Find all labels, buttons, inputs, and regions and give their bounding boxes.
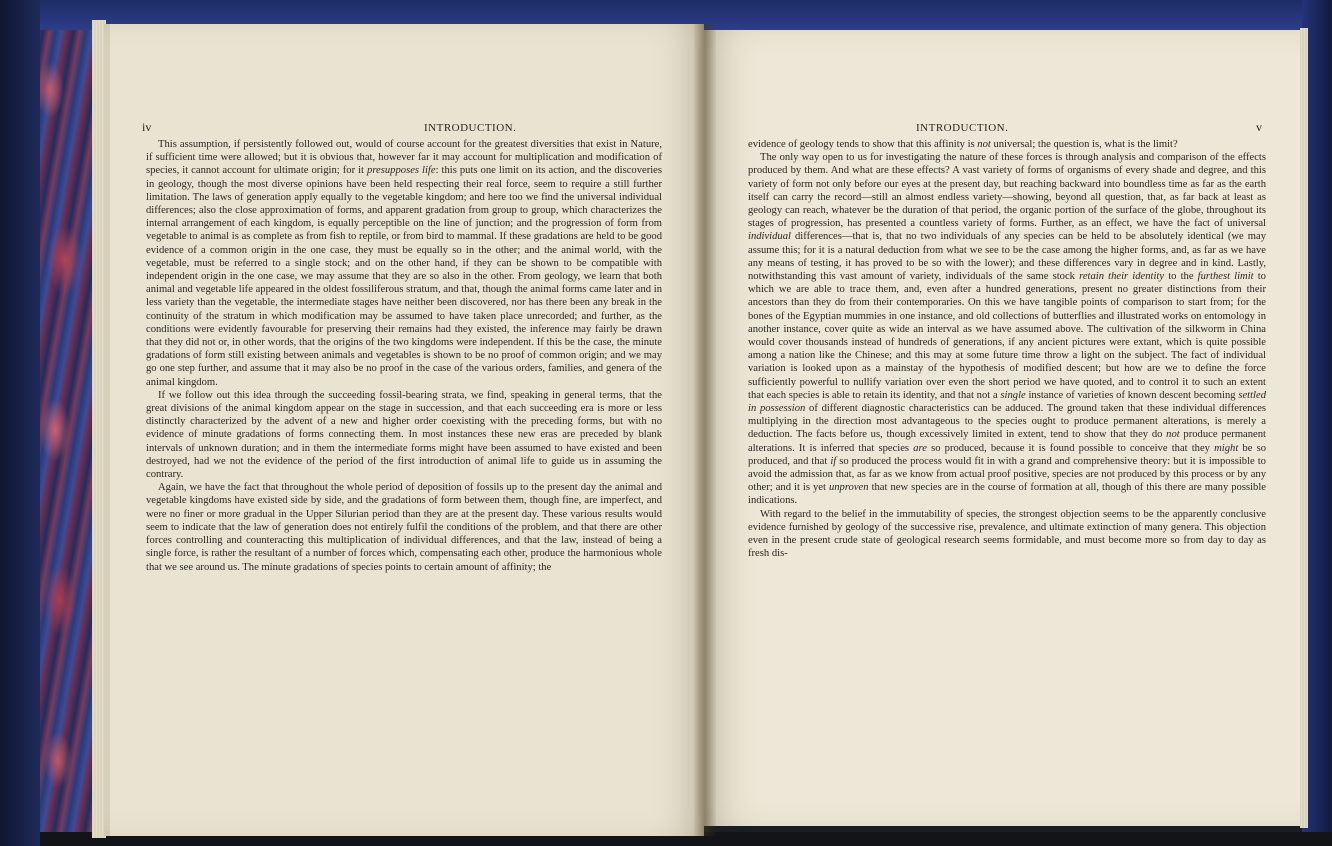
text-run: so produced, because it is found possible to conceive that they xyxy=(926,442,1215,454)
italic-text: retain their identity xyxy=(1079,271,1165,283)
text-run: evidence of geology tends to show that this affinity is xyxy=(748,139,978,150)
text-run: to which we are able to trace them, and, even after a hundred generations, present no greater distinctions from their ancestors than they do from their contemporaries. On this we have tangible points of comparison to start from; for the bones of the Egyptian mummies in one instance, and old collections of butterflies and illustrated works on entomology in another instance, cover quite as wide an interval as we have assumed above. The cultivation of the silkworm in China would cover thousands instead of hundreds of generations, if any ancient pictures were extant, which is quite possible among a nation like the Chinese; and this may at some future time throw a light on the subject. The fact of individual variation is looked upon as a mainstay of the hypothesis of modified descent; but how are we to define the force sufficiently powerful to nullify variation over even the short period we have quoted, and to control it to such an extent that each species is able to retain its identity, and that not a xyxy=(748,271,1266,401)
text-run: produce permanent alterations. It is inferred that species xyxy=(748,429,1266,454)
paragraph xyxy=(146,138,662,389)
right-page-body xyxy=(748,138,1266,561)
italic-text: might xyxy=(1214,442,1239,454)
italic-text: presupposes life xyxy=(367,165,436,177)
italic-text: not xyxy=(1166,429,1180,441)
italic-text: if xyxy=(830,455,837,467)
italic-text: single xyxy=(1000,389,1026,401)
text-run: : this puts one limit on its action, and the discoveries in geology, though the most diverse opinions have been held respecting their real force, seem to require a still further limitation. The laws of generation apply equally to the vegetable kingdom; and here too we find the universal individual differences; also the close approximation of forms, and apparent gradation from group to group, which characterizes the internal arrangement of each kingdom, is equally perceptible on the line of junction; and the progression of form from vegetable to animal is as complete as from fish to reptile, or from bird to mammal. If these gradations are held to be good evidence of a common origin in the one case, they must be equally so in the other; and the animal world, with the vegetable, must be referred to a single stock; and on the other hand, if they can be shown to be compatible with independent origin in the one case, we may assume that they are so also in the other. From geology, we learn that both animal and vegetable life appeared in the oldest fossiliferous stratum, and that, though the animal forms came later and in less variety than the vegetable, the intermediate stages have neither been discovered, nor has there been any break in the continuity of the stratum in which modification may be assumed to have taken place unrecorded; and further, as the conditions were evidently favourable for preserving their remains had they existed, the inference may fairly be drawn that they did not or, in other words, that the origins of the two kingdoms were independent. If this be the case, the minute gradations of form still existing between animals and vegetables is shown to be no proof of common origin; and we may go one step further, and assume that it may also be no proof in the case of the various orders, families, and genera of the animal kingdom. xyxy=(146,165,663,388)
italic-text: not xyxy=(977,139,991,150)
italic-text: are xyxy=(913,442,927,454)
paragraph xyxy=(748,508,1266,561)
right-page-number: v xyxy=(1256,120,1262,134)
italic-text: individual xyxy=(748,231,791,243)
paragraph xyxy=(748,138,1266,151)
text-run: universal; the question is, what is the limit? xyxy=(990,139,1178,150)
paragraph xyxy=(146,389,662,481)
left-page-number: iv xyxy=(142,120,152,134)
right-page-edges xyxy=(1300,28,1308,828)
text-run: to the xyxy=(1164,271,1198,283)
italic-text: furthest limit xyxy=(1197,271,1254,283)
text-run: The only way open to us for investigating the nature of these forces is through analysis and comparison of the effects produced by them. And what are these effects? A vast variety of forms of organisms of every shade and degree, and this variety of form not only before our eyes at the present day, but reaching backward into boundless time as far as the earth itself can carry the record—still an almost endless variety—showing, beyond all question, that, as far back at least as geology can reach, whatever be the duration of that period, the organic portion of the surface of the globe, throughout its stages of progression, has presented a countless variety of forms. Further, as an effect, we have the fact of universal xyxy=(748,152,1266,230)
paragraph xyxy=(748,151,1266,507)
text-run: Again, we have the fact that throughout the whole period of deposition of fossils up to the present day the animal and vegetable kingdoms have existed side by side, and the gradations of form between them, though fine, are imperfect, and were no finer or more gradual in the Upper Silurian period than they are at the present day. These various results would seem to indicate that the law of generation does not entirely fulfil the conditions of the problem, and that there are other forces controlling and counteracting this multiplication of individual differences, and that the law, instead of being a single force, is rather the resultant of a number of forces which, compensating each other, produce the harmonious whole that we see around us. The minute gradations of species points to certain amount of affinity; the xyxy=(146,482,662,573)
text-run: of different diagnostic characteristics can be adduced. The ground taken that these individual differences multiplying in the direction most advantageous to the species ought to produce permanent alterations, is merely a deduction. The facts before us, though excessively limited in extent, tend to show that they do xyxy=(748,403,1266,441)
italic-text: unproven xyxy=(828,482,869,494)
text-run: differences—that is, that no two individuals of any species can be held to be absolutely identical (we may assume this; for it is a natural deduction from what we see to be the case among the higher forms, and, as far as we have any means of testing, it has proved to be so with the lower); and these differences vary in degree and in kind. Lastly, notwithstanding this vast amount of variety, individuals of the same stock xyxy=(748,231,1266,283)
right-running-head: INTRODUCTION. xyxy=(916,122,1009,134)
left-page-body xyxy=(146,138,662,574)
text-run: If we follow out this idea through the succeeding fossil-bearing strata, we find, speaking in general terms, that the great divisions of the animal kingdom appear on the stage in succession, and that each succeeding era is more or less distinctly characterized by the advent of a new and higher order coexisting with the preceding forms, but with no evidence of minute gradations of forms connecting them. In most instances these new eras are preceded by blank intervals of unknown duration; and in them the intermediate forms might have been assumed to have existed and been destroyed, had we not the evidence of the period of the first introduction of animal life to guide us in assuming the contrary. xyxy=(146,389,662,481)
text-run: that new species are in the course of formation at all, though of this there are many possible indications. xyxy=(748,482,1266,507)
paragraph xyxy=(146,481,662,573)
text-run: This assumption, if persistently followed out, would of course account for the greatest diversities that exist in Nature, if sufficient time were allowed; but it is obvious that, however far it may account for multiplication and modification of species, it cannot account for ultimate origin; for it xyxy=(146,139,662,177)
text-run: With regard to the belief in the immutability of species, the strongest objection seems to be the apparently conclusive evidence furnished by geology of the successive rise, prevalence, and ultimate extinction of many genera. This objection even in the present crude state of geological research seems formidable, and must become more so from day to day as fresh dis- xyxy=(748,508,1266,560)
text-run: so produced the process would fit in with a grand and comprehensive theory: but it is impossible to avoid the admission that, as far as we know from actual proof positive, species are not produced by this process or by any other; and it is yet xyxy=(748,455,1266,494)
left-running-head: INTRODUCTION. xyxy=(424,122,517,134)
text-run: be so produced, and that xyxy=(748,442,1266,467)
book-spine-edge xyxy=(0,0,40,846)
book-gutter xyxy=(694,24,716,836)
italic-text: settled in possession xyxy=(748,389,1266,415)
text-run: instance of varieties of known descent becoming xyxy=(1025,389,1239,401)
